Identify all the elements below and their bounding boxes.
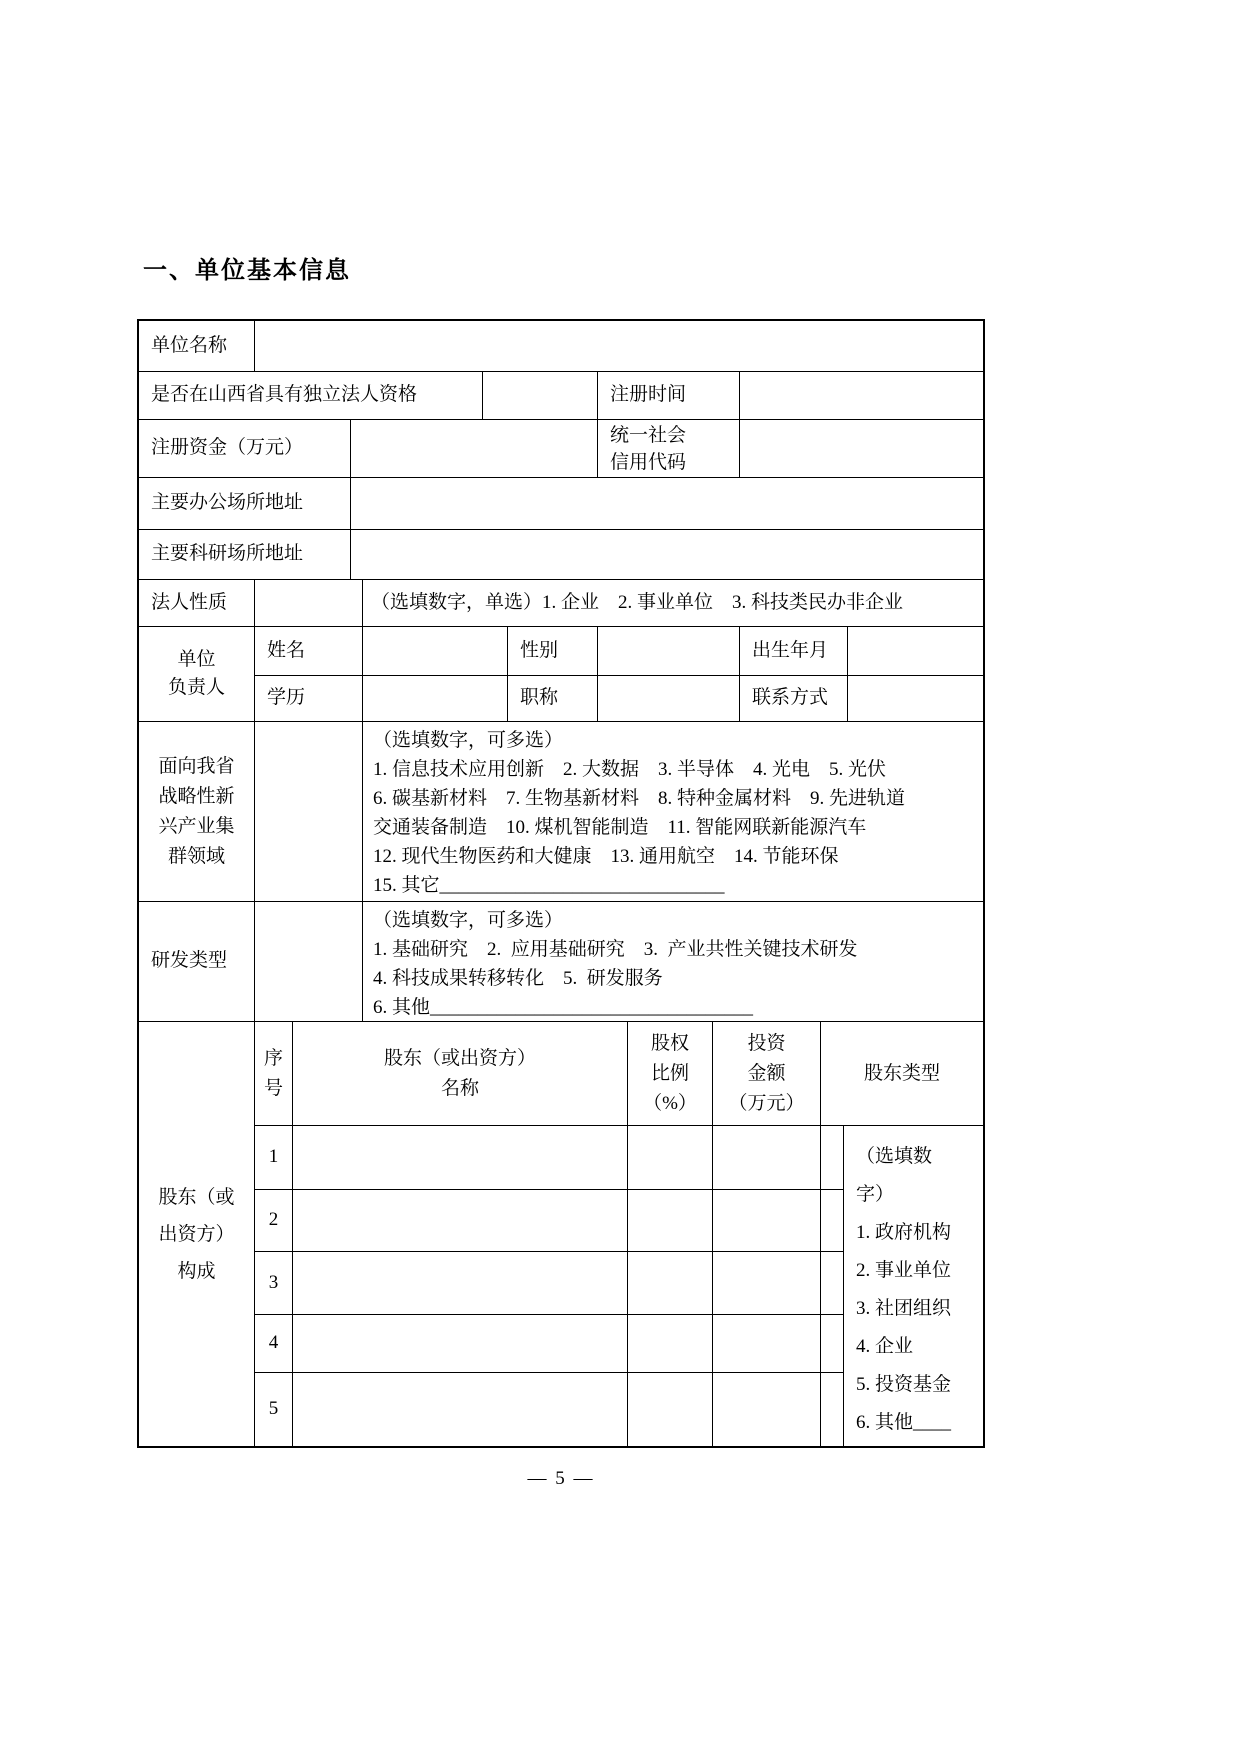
shareholder-row-4 [254,1314,843,1372]
row-2-amount-field [712,1190,820,1251]
shareholder-row-1 [254,1126,843,1189]
person-birth-field [847,627,983,675]
row-3-seq: 3 [254,1252,292,1314]
header-amount: 投资 金额 （万元） [712,1022,820,1125]
row-legal-qualification [139,371,983,419]
legal-nature-field [254,580,362,626]
registration-time-field [739,372,983,419]
row-4-type-field [820,1315,843,1372]
row-shareholders [139,1021,983,1446]
row-5-name-field [292,1373,627,1446]
industry-cluster-label: 面向我省战略性新兴产业集群领域 [158,755,235,867]
shareholder-row-5 [254,1372,843,1446]
person-title-label: 职称 [507,676,597,721]
industry-cluster-field [254,722,362,901]
person-name-field [362,627,507,675]
research-address-field [350,530,983,579]
credit-code-field [739,420,983,477]
row-3-name-field [292,1252,627,1314]
row-rd-type [139,901,983,1021]
office-address-label: 主要办公场所地址 [151,492,304,514]
person-gender-field [597,627,739,675]
office-address-field [350,478,983,529]
row-1-type-field [820,1126,843,1189]
header-seq: 序 号 [254,1022,292,1125]
row-office-address [139,477,983,529]
row-1-ratio-field [627,1126,712,1189]
shareholders-header [254,1022,983,1125]
row-5-seq: 5 [254,1373,292,1446]
row-1-name-field [292,1126,627,1189]
legal-qualification-field [482,372,597,419]
credit-code-label: 统一社会 信用代码 [597,420,739,477]
person-contact-label: 联系方式 [739,676,847,721]
industry-cluster-options: （选填数字，可多选） 1. 信息技术应用创新 2. 大数据 3. 半导体 4. 光电 5. 光伏 6. 碳基新材料 7. 生物基新材料 8. 特种金属材料 9. 先进轨道 交通装备制造 10. 煤机智能制造 11. 智能网联新能源汽车 12. 现代生物医药和大健康 13. 通用航空 14. 节能环保 15. 其它______________________________ [362,722,983,901]
row-1-amount-field [712,1126,820,1189]
shareholder-row-2 [254,1189,843,1251]
unit-name-label: 单位名称 [151,334,228,356]
row-3-ratio-field [627,1252,712,1314]
rd-type-field [254,902,362,1021]
row-2-type-field [820,1190,843,1251]
basic-info-table [137,319,985,1448]
responsible-person-grid [254,627,983,721]
responsible-person-row-2 [254,675,983,721]
page-number: — 5 — [527,1468,595,1489]
research-address-label: 主要科研场所地址 [151,543,304,565]
rd-type-options: （选填数字，可多选） 1. 基础研究 2. 应用基础研究 3. 产业共性关键技术研发 4. 科技成果转移转化 5. 研发服务 6. 其他__________________________________ [362,902,983,1021]
row-unit-name [139,321,983,371]
row-3-type-field [820,1252,843,1314]
row-industry-cluster [139,721,983,901]
shareholders-rows [254,1126,843,1446]
responsible-person-label: 单位 负责人 [167,649,225,698]
person-birth-label: 出生年月 [739,627,847,675]
row-1-seq: 1 [254,1126,292,1189]
registered-capital-label: 注册资金（万元） [151,437,304,459]
header-ratio: 股权 比例 （%） [627,1022,712,1125]
legal-qualification-label: 是否在山西省具有独立法人资格 [151,384,418,406]
shareholder-type-options: （选填数 字） 1. 政府机构 2. 事业单位 3. 社团组织 4. 企业 5. 投资基金 6. 其他____ [843,1126,983,1446]
shareholder-row-3 [254,1251,843,1314]
row-3-amount-field [712,1252,820,1314]
shareholders-subtable [254,1022,983,1446]
form-content [137,250,985,1490]
person-education-label: 学历 [254,676,362,721]
shareholders-label: 股东（或 出资方） 构成 [158,1186,235,1282]
section-title: 一、单位基本信息 [143,257,351,284]
row-5-ratio-field [627,1373,712,1446]
rd-type-label: 研发类型 [151,950,228,972]
person-name-label: 姓名 [254,627,362,675]
row-2-ratio-field [627,1190,712,1251]
row-2-name-field [292,1190,627,1251]
row-responsible-person [139,626,983,721]
responsible-person-row-1 [254,627,983,675]
header-type: 股东类型 [820,1022,983,1125]
person-gender-label: 性别 [507,627,597,675]
row-legal-nature [139,579,983,626]
registered-capital-field [350,420,597,477]
legal-nature-options: （选填数字，单选）1. 企业 2. 事业单位 3. 科技类民办非企业 [362,580,983,626]
header-name: 股东（或出资方） 名称 [292,1022,627,1125]
row-4-ratio-field [627,1315,712,1372]
row-4-seq: 4 [254,1315,292,1372]
shareholders-body [254,1125,983,1446]
row-2-seq: 2 [254,1190,292,1251]
registration-time-label: 注册时间 [597,372,739,419]
unit-name-field [254,321,983,371]
row-research-address [139,529,983,579]
row-registered-capital [139,419,983,477]
row-4-name-field [292,1315,627,1372]
row-4-amount-field [712,1315,820,1372]
legal-nature-label: 法人性质 [151,591,228,613]
person-title-field [597,676,739,721]
row-5-type-field [820,1373,843,1446]
person-education-field [362,676,507,721]
row-5-amount-field [712,1373,820,1446]
person-contact-field [847,676,983,721]
